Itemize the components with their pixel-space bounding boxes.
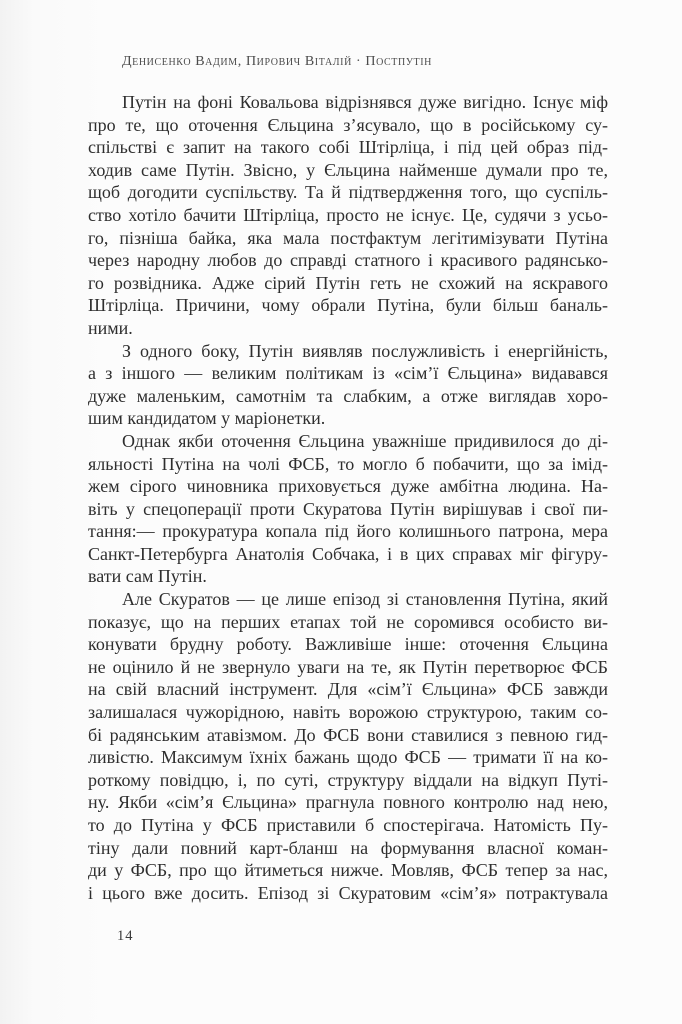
text-line: Штірліца. Причини, чому обрали Путіна, були більш баналь- xyxy=(88,295,608,316)
text-line: дуже маленьким, самотнім та слабким, а отже виглядав хоро- xyxy=(88,385,608,406)
text-line: Однак якби оточення Єльцина уважніше придивилося до ді- xyxy=(122,430,608,451)
text-line: Путін на фоні Ковальова відрізнявся дуже вигідно. Існує міф xyxy=(122,92,608,112)
text-line: го розвідника. Адже сірий Путін геть не схожий на яскравого xyxy=(88,272,608,293)
text-line: ними. xyxy=(88,317,133,338)
text-line: Санкт-Петербурга Анатолія Собчака, і в цих справах міг фігуру- xyxy=(88,543,608,564)
text-line: бі радянським атавізмом. До ФСБ вони ставилися з певною гид- xyxy=(88,724,608,745)
text-line: ди у ФСБ, про що йтиметься нижче. Мовляв, ФСБ тепер за нас, xyxy=(88,860,608,881)
text-line: тіну дали повний карт-бланш на формування власної коман- xyxy=(88,837,608,858)
text-line: го, пізніша байка, яка мала постфактум легітимізувати Путіна xyxy=(88,227,608,248)
text-line: а з іншого — великим політикам із «сім’ї Єльцина» видавався xyxy=(88,363,608,384)
text-line: ливістю. Максимум їхніх бажань щодо ФСБ — тримати її на ко- xyxy=(88,747,608,768)
text-line: ство хотіло бачити Штірліца, просто не існує. Це, судячи з усьо- xyxy=(88,204,608,225)
text-line: то до Путіна у ФСБ приставили б спостерігача. Натомість Пу- xyxy=(88,815,608,835)
text-line: З одного боку, Путін виявляв послужливість і енергійність, xyxy=(122,340,608,361)
text-line: ну. Якби «сім’я Єльцина» прагнула повного контролю над нею, xyxy=(88,792,608,813)
text-line: роткому повідцю, і, по суті, структуру віддали на відкуп Путі- xyxy=(88,769,608,790)
text-line: і цього вже досить. Епізод зі Скуратовим «сім’я» потрактувала xyxy=(88,882,608,903)
text-line: ходив саме Путін. Звісно, у Єльцина найменше думали про те, xyxy=(88,159,608,180)
text-line: вати сам Путін. xyxy=(88,566,207,587)
text-line: показує, що на перших етапах той не соромився особисто ви- xyxy=(88,611,608,632)
text-line: спільстві є запит на такого собі Штірліца, і під цей образ під- xyxy=(88,137,608,158)
page-number: 14 xyxy=(117,928,134,944)
text-line: конувати брудну роботу. Важливіше інше: оточення Єльцина xyxy=(88,634,608,655)
body-text xyxy=(88,91,608,904)
text-line: не оцінило й не звернуло уваги на те, як Путін перетворює ФСБ xyxy=(88,656,608,677)
text-line: віть у спецоперації проти Скуратова Путін вирішував і свої пи- xyxy=(88,498,608,519)
text-line: на свій власний інструмент. Для «сім’ї Єльцина» ФСБ завжди xyxy=(88,679,608,700)
text-line: жем сірого чиновника приховується дуже амбітна людина. На- xyxy=(88,476,608,497)
text-line: через народну любов до справді статного і красивого радянсько- xyxy=(88,250,608,271)
text-line: Але Скуратов — це лише епізод зі становлення Путіна, який xyxy=(122,589,608,610)
text-line: яльності Путіна на чолі ФСБ, то могло б побачити, що за імід- xyxy=(88,453,608,474)
text-line: шим кандидатом у маріонетки. xyxy=(88,408,326,429)
text-line: про те, що оточення Єльцина з’ясувало, що в російському су- xyxy=(88,114,608,135)
text-line: залишалася чужорідною, навіть ворожою структурою, таким со- xyxy=(88,702,608,723)
running-header: Денисенко Вадим, Пирович Віталій · Постпутін xyxy=(122,54,432,69)
text-line: щоб догодити суспільству. Та й підтвердження того, що суспіль- xyxy=(88,182,608,203)
text-line: тання:— прокуратура копала під його колишнього патрона, мера xyxy=(88,521,608,542)
